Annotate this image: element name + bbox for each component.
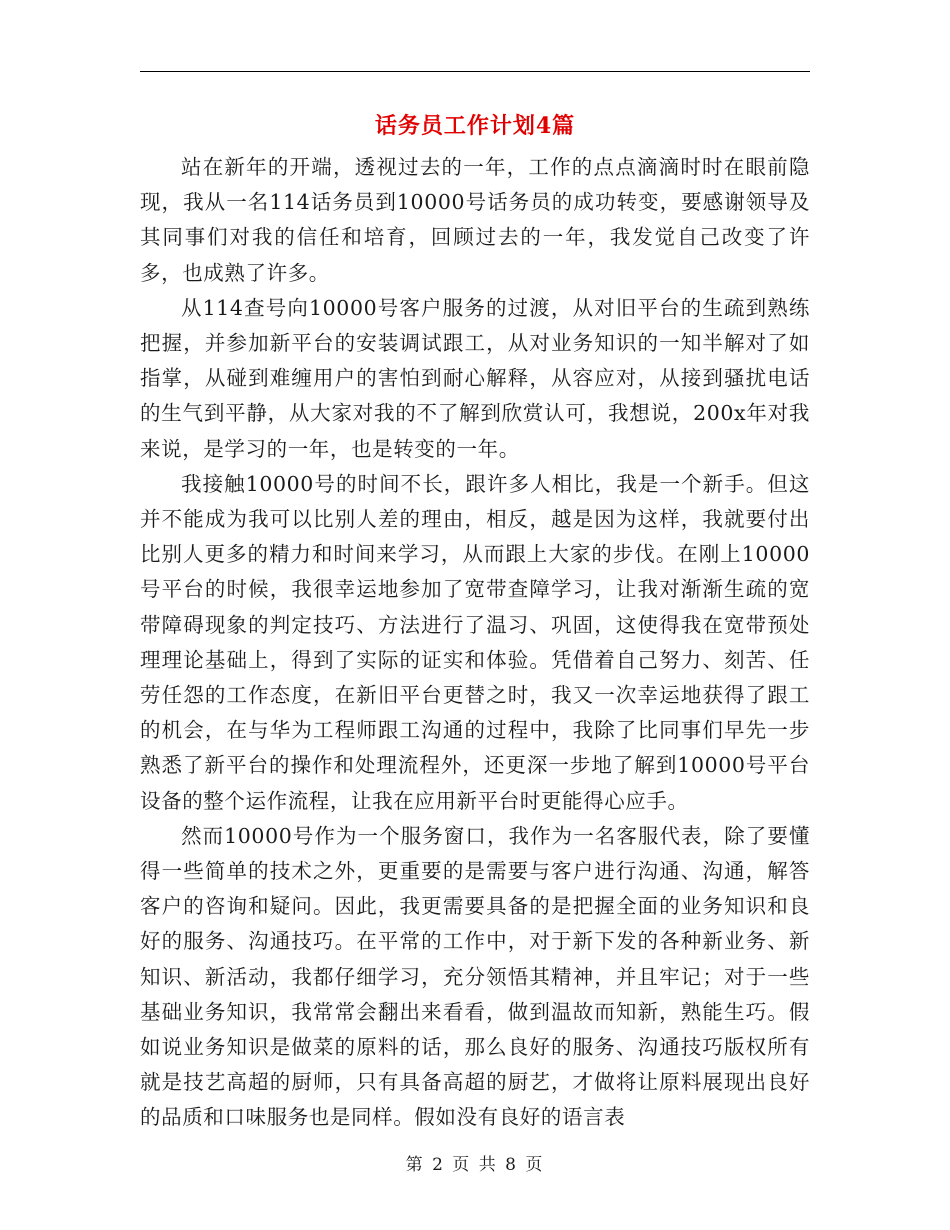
document-title: 话务员工作计划4篇: [374, 113, 576, 139]
document-body: [140, 150, 810, 1136]
paragraph-2: 从114查号向10000号客户服务的过渡，从对旧平台的生疏到熟练把握，并参加新平台的安装调试跟工，从对业务知识的一知半解对了如指掌，从碰到难缠用户的害怕到耐心解释，从容应对，从接到骚扰电话的生气到平静，从大家对我的不了解到欣赏认可，我想说，200x年对我来说，是学习的一年，也是转变的一年。: [140, 295, 810, 461]
page-number-footer: 第 2 页 共 8 页: [405, 1155, 545, 1175]
paragraph-1: 站在新年的开端，透视过去的一年，工作的点点滴滴时时在眼前隐现，我从一名114话务员到10000号话务员的成功转变，要感谢领导及其同事们对我的信任和培育，回顾过去的一年，我发觉自己改变了许多，也成熟了许多。: [140, 155, 810, 285]
paragraph-4: 然而10000号作为一个服务窗口，我作为一名客服代表，除了要懂得一些简单的技术之外，更重要的是需要与客户进行沟通、沟通，解答客户的咨询和疑问。因此，我更需要具备的是把握全面的业务知识和良好的服务、沟通技巧。在平常的工作中，对于新下发的各种新业务、新知识、新活动，我都仔细学习，充分领悟其精神，并且牢记；对于一些基础业务知识，我常常会翻出来看看，做到温故而知新，熟能生巧。假如说业务知识是做菜的原料的话，那么良好的服务、沟通技巧版权所有就是技艺高超的厨师，只有具备高超的厨艺，才做将让原料展现出良好的品质和口味服务也是同样。假如没有良好的语言表: [140, 823, 810, 1130]
paragraph-3: 我接触10000号的时间不长，跟许多人相比，我是一个新手。但这并不能成为我可以比别人差的理由，相反，越是因为这样，我就要付出比别人更多的精力和时间来学习，从而跟上大家的步伐。在刚上10000号平台的时候，我很幸运地参加了宽带查障学习，让我对渐渐生疏的宽带障碍现象的判定技巧、方法进行了温习、巩固，这使得我在宽带预处理理论基础上，得到了实际的证实和体验。凭借着自己努力、刻苦、任劳任怨的工作态度，在新旧平台更替之时，我又一次幸运地获得了跟工的机会，在与华为工程师跟工沟通的过程中，我除了比同事们早先一步熟悉了新平台的操作和处理流程外，还更深一步地了解到10000号平台设备的整个运作流程，让我在应用新平台时更能得心应手。: [140, 471, 810, 813]
header-rule: [140, 71, 810, 72]
